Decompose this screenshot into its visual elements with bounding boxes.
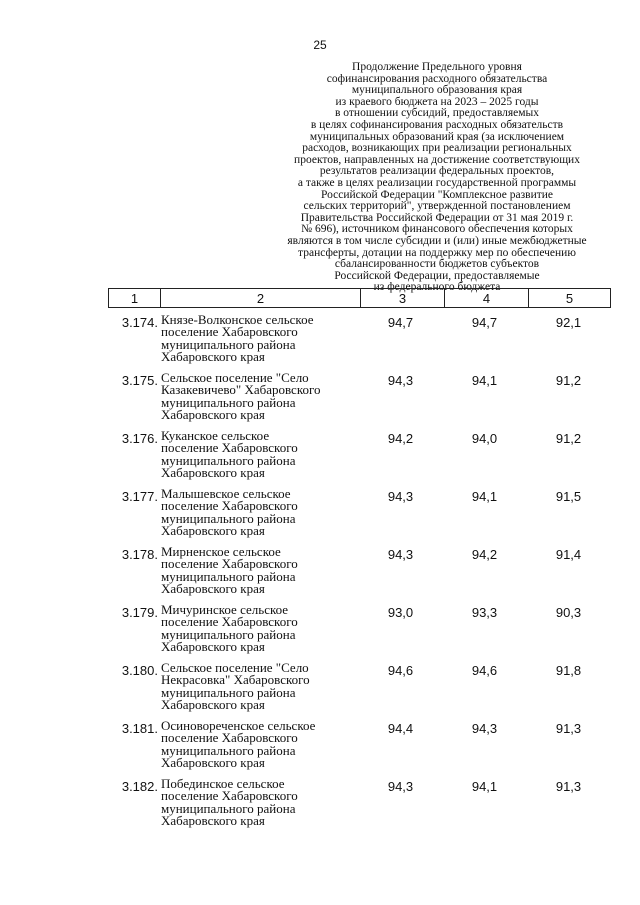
name-line: Осиновореченское сельское [161, 718, 316, 733]
row-number: 3.175. [121, 373, 158, 388]
name-line: Сельское поселение "Село [161, 660, 309, 675]
header-line: сбалансированности бюджетов субъектов [334, 258, 540, 271]
value-2025: 90,3 [555, 605, 582, 620]
value-2023: 94,3 [387, 373, 414, 388]
name-line: поселение Хабаровского [161, 324, 298, 340]
value-2025: 92,1 [555, 315, 582, 330]
municipality-name [161, 430, 361, 480]
value-2023: 94,6 [387, 663, 414, 678]
value-2024: 94,1 [471, 489, 498, 504]
table-row [108, 604, 610, 662]
row-number: 3.178. [121, 547, 158, 562]
column-header-table [108, 288, 611, 308]
name-line: Мирненское сельское [161, 544, 281, 559]
name-line: поселение Хабаровского [161, 440, 298, 456]
header-line: из федерального бюджета [373, 281, 501, 294]
column-header-cell: 3 [361, 289, 445, 308]
name-line: поселение Хабаровского [161, 788, 298, 804]
name-line: муниципального района [161, 394, 296, 410]
name-line: Куканское сельское [161, 428, 270, 443]
row-number: 3.176. [121, 431, 158, 446]
value-2025: 91,3 [555, 721, 582, 736]
header-line: муниципальных образований края (за исключением [309, 130, 565, 143]
column-header-cell: 4 [445, 289, 529, 308]
name-line: муниципального района [161, 626, 296, 642]
table-row [108, 314, 610, 372]
header-line: Российской Федерации, предоставляемые [334, 269, 540, 282]
column-header-cell: 5 [529, 289, 611, 308]
value-2024: 94,3 [471, 721, 498, 736]
value-2025: 91,2 [555, 373, 582, 388]
value-2023: 94,3 [387, 547, 414, 562]
header-line: софинансирования расходного обязательства [326, 72, 548, 85]
row-number: 3.182. [121, 779, 158, 794]
name-line: Хабаровского края [161, 755, 265, 771]
value-2024: 94,1 [471, 779, 498, 794]
municipality-name [161, 662, 361, 712]
header-line: а также в целях реализации государственной программы [297, 176, 577, 189]
name-line: муниципального района [161, 742, 296, 758]
name-line: Хабаровского края [161, 639, 265, 655]
value-2023: 94,3 [387, 779, 414, 794]
municipality-name [161, 778, 361, 828]
table-row [108, 372, 610, 430]
table-row [108, 430, 610, 488]
municipality-name [161, 372, 361, 422]
name-line: Сельское поселение "Село [161, 370, 309, 385]
value-2024: 94,0 [471, 431, 498, 446]
row-number: 3.177. [121, 489, 158, 504]
value-2025: 91,8 [555, 663, 582, 678]
name-line: Хабаровского края [161, 523, 265, 539]
name-line: Казакевичево" Хабаровского [161, 382, 321, 398]
name-line: поселение Хабаровского [161, 556, 298, 572]
table-row [108, 546, 610, 604]
name-line: муниципального района [161, 800, 296, 816]
name-line: поселение Хабаровского [161, 498, 298, 514]
value-2023: 94,7 [387, 315, 414, 330]
name-line: Побединское сельское [161, 776, 285, 791]
table-row [108, 488, 610, 546]
row-number: 3.179. [121, 605, 158, 620]
header-line: результатов реализации федеральных проектов, [319, 165, 555, 178]
column-header-cell: 2 [161, 289, 361, 308]
municipality-name [161, 604, 361, 654]
value-2024: 94,7 [471, 315, 498, 330]
value-2025: 91,2 [555, 431, 582, 446]
value-2023: 94,2 [387, 431, 414, 446]
column-header-cell: 1 [109, 289, 161, 308]
value-2024: 94,1 [471, 373, 498, 388]
name-line: поселение Хабаровского [161, 614, 298, 630]
table-row [108, 778, 610, 836]
name-line: муниципального района [161, 510, 296, 526]
name-line: Хабаровского края [161, 697, 265, 713]
table-body [108, 314, 610, 836]
name-line: Хабаровского края [161, 407, 265, 423]
header-line: Российской Федерации "Комплексное развитие [320, 188, 554, 201]
name-line: Хабаровского края [161, 465, 265, 481]
municipality-name [161, 314, 361, 364]
value-2025: 91,5 [555, 489, 582, 504]
header-line: муниципального образования края [351, 84, 523, 97]
column-header-row [109, 289, 611, 308]
name-line: Мичуринское сельское [161, 602, 289, 617]
name-line: муниципального района [161, 452, 296, 468]
name-line: поселение Хабаровского [161, 730, 298, 746]
name-line: Хабаровского края [161, 349, 265, 365]
page-number: 25 [313, 38, 327, 52]
value-2024: 94,2 [471, 547, 498, 562]
value-2023: 94,3 [387, 489, 414, 504]
header-line: № 696), источником финансового обеспечения которых [301, 223, 573, 236]
value-2025: 91,4 [555, 547, 582, 562]
header-line: проектов, направленных на достижение соответствующих [294, 153, 580, 166]
header-line: сельских территорий", утвержденной постановлением [303, 200, 571, 213]
name-line: Некрасовка" Хабаровского [161, 672, 310, 688]
value-2024: 93,3 [471, 605, 498, 620]
header-line: Правительства Российской Федерации от 31 мая 2019 г. [300, 211, 574, 224]
header-line: трансферты, дотации на поддержку мер по обеспечению [298, 246, 576, 259]
name-line: Хабаровского края [161, 581, 265, 597]
value-2023: 94,4 [387, 721, 414, 736]
header-line: в целях софинансирования расходных обязательств [310, 118, 564, 131]
value-2024: 94,6 [471, 663, 498, 678]
table-row [108, 720, 610, 778]
municipality-name [161, 546, 361, 596]
row-number: 3.181. [121, 721, 158, 736]
value-2023: 93,0 [387, 605, 414, 620]
name-line: муниципального района [161, 684, 296, 700]
header-line: в отношении субсидий, предоставляемых [335, 107, 539, 120]
document-header [262, 62, 612, 294]
header-line: Продолжение Предельного уровня [352, 61, 522, 73]
name-line: муниципального района [161, 568, 296, 584]
header-line: расходов, возникающих при реализации региональных [302, 142, 572, 155]
municipality-name [161, 488, 361, 538]
municipality-name [161, 720, 361, 770]
name-line: Князе-Волконское сельское [161, 312, 314, 327]
value-2025: 91,3 [555, 779, 582, 794]
header-line: являются в том числе субсидии и (или) иные межбюджетные [287, 234, 587, 247]
table-row [108, 662, 610, 720]
name-line: Малышевское сельское [161, 486, 291, 501]
header-line: из краевого бюджета на 2023 – 2025 годы [335, 95, 539, 108]
name-line: муниципального района [161, 336, 296, 352]
row-number: 3.180. [121, 663, 158, 678]
row-number: 3.174. [121, 315, 158, 330]
name-line: Хабаровского края [161, 813, 265, 829]
